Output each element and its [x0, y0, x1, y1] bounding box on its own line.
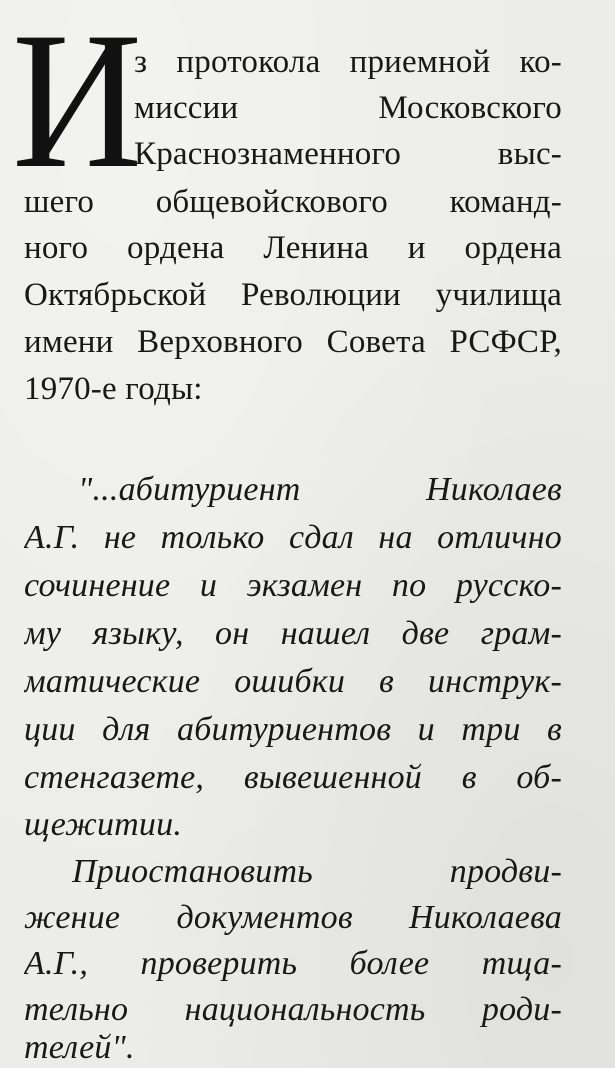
quote-line: матические ошибки в инструк- — [24, 663, 562, 700]
quote-line: ции для абитуриентов и три в — [24, 711, 562, 748]
quote-line: А.Г., проверить более тща- — [24, 945, 562, 982]
intro-line: имени Верховного Совета РСФСР, — [24, 324, 562, 360]
intro-line: з протокола приемной ко- — [134, 44, 562, 80]
quote-line: "...абитуриент Николаев — [78, 471, 562, 508]
intro-line: миссии Московского — [134, 90, 562, 126]
intro-line: Октябрьской Революции училища — [24, 277, 562, 313]
intro-line: ного ордена Ленина и ордена — [24, 230, 562, 266]
quote-line: сочинение и экзамен по русско- — [24, 567, 562, 604]
intro-line: Краснознаменного выс- — [134, 136, 562, 172]
quote-line: щежитии. — [24, 806, 183, 843]
intro-line: 1970-е годы: — [24, 371, 203, 407]
intro-line: шего общевойскового команд- — [24, 184, 562, 220]
quote-line: телей". — [24, 1029, 135, 1066]
quote-line: тельно национальность роди- — [24, 991, 562, 1028]
quote-line: Приостановить продви- — [72, 853, 562, 890]
drop-cap-letter: И — [12, 0, 143, 209]
quote-line: жение документов Николаева — [24, 899, 562, 936]
quote-line: стенгазете, вывешенной в об- — [24, 759, 562, 796]
quote-line: му языку, он нашел две грам- — [24, 615, 562, 652]
quote-line: А.Г. не только сдал на отлично — [24, 519, 562, 556]
